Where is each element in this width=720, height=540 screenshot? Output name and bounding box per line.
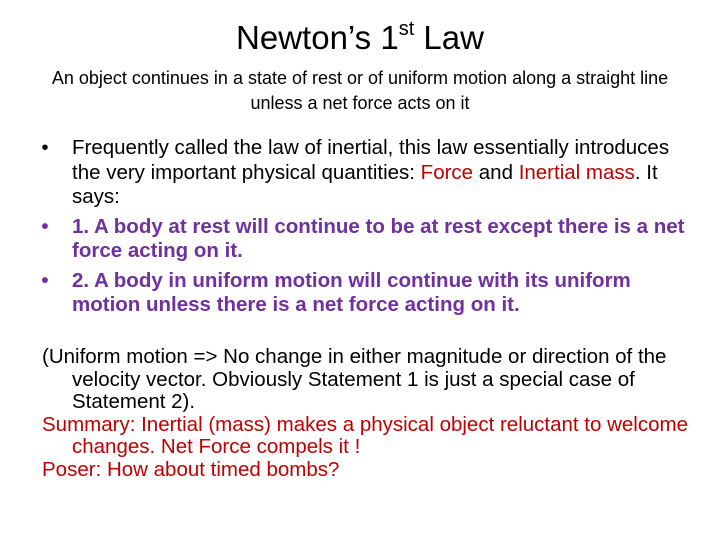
bullet-icon: • — [41, 136, 49, 159]
title-superscript: st — [398, 18, 415, 40]
summary-note: Summary: Inertial (mass) makes a physical object reluctant to welcome changes. Net Force compels it ! — [42, 412, 688, 458]
inertial-mass-term: Inertial mass — [518, 160, 635, 184]
title-tail: Law — [414, 19, 484, 56]
bullet-item-statement-2 — [30, 269, 700, 318]
bullet-item-statement-1 — [30, 215, 700, 264]
and-text: and — [473, 160, 519, 184]
statement-1-text: 1. A body at rest will continue to be at rest except there is a net force acting on it. — [72, 214, 685, 262]
it-says-text: . It says: — [72, 160, 658, 208]
uniform-motion-note: (Uniform motion => No change in either magnitude or direction of the velocity vector. Obviously Statement 1 is just a special case of Statement 2). — [42, 345, 667, 413]
slide-subtitle: An object continues in a state of rest or of uniform motion along a straight line unless a net force acts on it — [51, 68, 669, 113]
bullet-list — [30, 136, 700, 323]
slide-title — [0, 16, 720, 60]
bullet-item-intro — [30, 136, 700, 210]
notes-block — [42, 346, 692, 481]
statement-2-text: 2. A body in uniform motion will continue with its uniform motion unless there is a net force acting on it. — [72, 268, 631, 316]
bullet-icon: • — [41, 268, 49, 292]
intro-text: Frequently called the law of inertial, this law essentially introduces the very important physical quantities: — [72, 136, 670, 184]
force-term: Force — [420, 160, 474, 184]
bullet-icon: • — [41, 214, 49, 238]
title-text: Newton’s 1 — [236, 19, 399, 56]
poser-note: Poser: How about timed bombs? — [42, 457, 340, 481]
